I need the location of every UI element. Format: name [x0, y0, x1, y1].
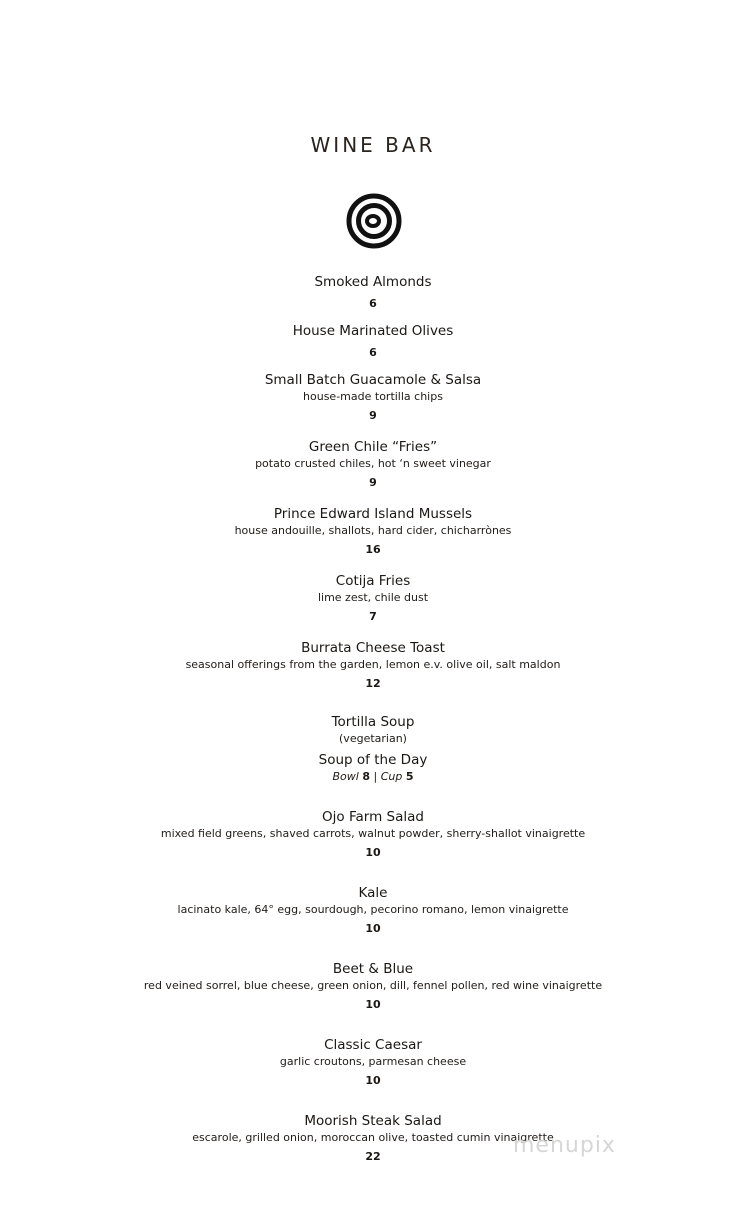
menu-item	[0, 439, 746, 490]
menu-title: WINE BAR	[310, 133, 436, 157]
item-description: red veined sorrel, blue cheese, green onion, dill, fennel pollen, red wine vinaigrette	[143, 979, 603, 992]
soup-name: Tortilla Soup	[331, 714, 415, 730]
item-description: seasonal offerings from the garden, lemon e.v. olive oil, salt maldon	[185, 658, 561, 671]
soup-item	[0, 714, 746, 784]
spiral-logo-icon	[345, 192, 403, 250]
item-description: house-made tortilla chips	[303, 390, 443, 403]
salad-item	[0, 1113, 746, 1164]
menu-item	[0, 506, 746, 557]
item-name: Cotija Fries	[335, 573, 411, 589]
item-price: 10	[365, 922, 381, 935]
item-price: 6	[369, 346, 377, 359]
item-name: Smoked Almonds	[314, 274, 432, 290]
salad-item	[0, 961, 746, 1012]
item-description: potato crusted chiles, hot ‘n sweet vinegar	[255, 457, 491, 470]
item-price: 7	[369, 610, 377, 623]
item-description: escarole, grilled onion, moroccan olive, toasted cumin vinaigrette	[192, 1131, 554, 1144]
item-name: Prince Edward Island Mussels	[273, 506, 473, 522]
item-name: Moorish Steak Salad	[304, 1113, 442, 1129]
soup-of-the-day-name: Soup of the Day	[318, 752, 428, 768]
item-description: mixed field greens, shaved carrots, walnut powder, sherry-shallot vinaigrette	[160, 827, 586, 840]
item-price: 16	[365, 543, 381, 556]
soup-prices	[0, 769, 746, 784]
item-price: 6	[369, 297, 377, 310]
item-name: Small Batch Guacamole & Salsa	[264, 372, 482, 388]
item-price: 22	[365, 1150, 381, 1163]
menu-item	[0, 323, 746, 360]
soup-description: (vegetarian)	[339, 732, 407, 745]
item-price: 9	[369, 476, 377, 489]
price-separator: |	[373, 770, 378, 783]
item-name: Burrata Cheese Toast	[301, 640, 445, 656]
item-name: Kale	[358, 885, 388, 901]
menu-item	[0, 573, 746, 624]
salad-item	[0, 809, 746, 860]
item-name: House Marinated Olives	[292, 323, 454, 339]
bowl-label: Bowl	[332, 770, 359, 783]
watermark: menupix	[513, 1133, 616, 1158]
item-price: 10	[365, 998, 381, 1011]
item-description: garlic croutons, parmesan cheese	[279, 1055, 467, 1068]
menu-item	[0, 372, 746, 423]
menu-item	[0, 274, 746, 311]
item-name: Ojo Farm Salad	[322, 809, 424, 825]
item-description: house andouille, shallots, hard cider, chicharrònes	[234, 524, 512, 537]
salad-item	[0, 885, 746, 936]
item-description: lacinato kale, 64° egg, sourdough, pecorino romano, lemon vinaigrette	[177, 903, 569, 916]
item-name: Classic Caesar	[324, 1037, 422, 1053]
bowl-price: 8	[362, 770, 370, 783]
item-price: 10	[365, 846, 381, 859]
item-name: Green Chile “Fries”	[308, 439, 438, 455]
item-name: Beet & Blue	[332, 961, 414, 977]
item-price: 12	[365, 677, 381, 690]
cup-price: 5	[405, 770, 414, 783]
menu-item	[0, 640, 746, 691]
cup-label: Cup	[380, 770, 403, 783]
item-description: lime zest, chile dust	[317, 591, 429, 604]
salad-item	[0, 1037, 746, 1088]
item-price: 9	[369, 409, 377, 422]
item-price: 10	[365, 1074, 381, 1087]
